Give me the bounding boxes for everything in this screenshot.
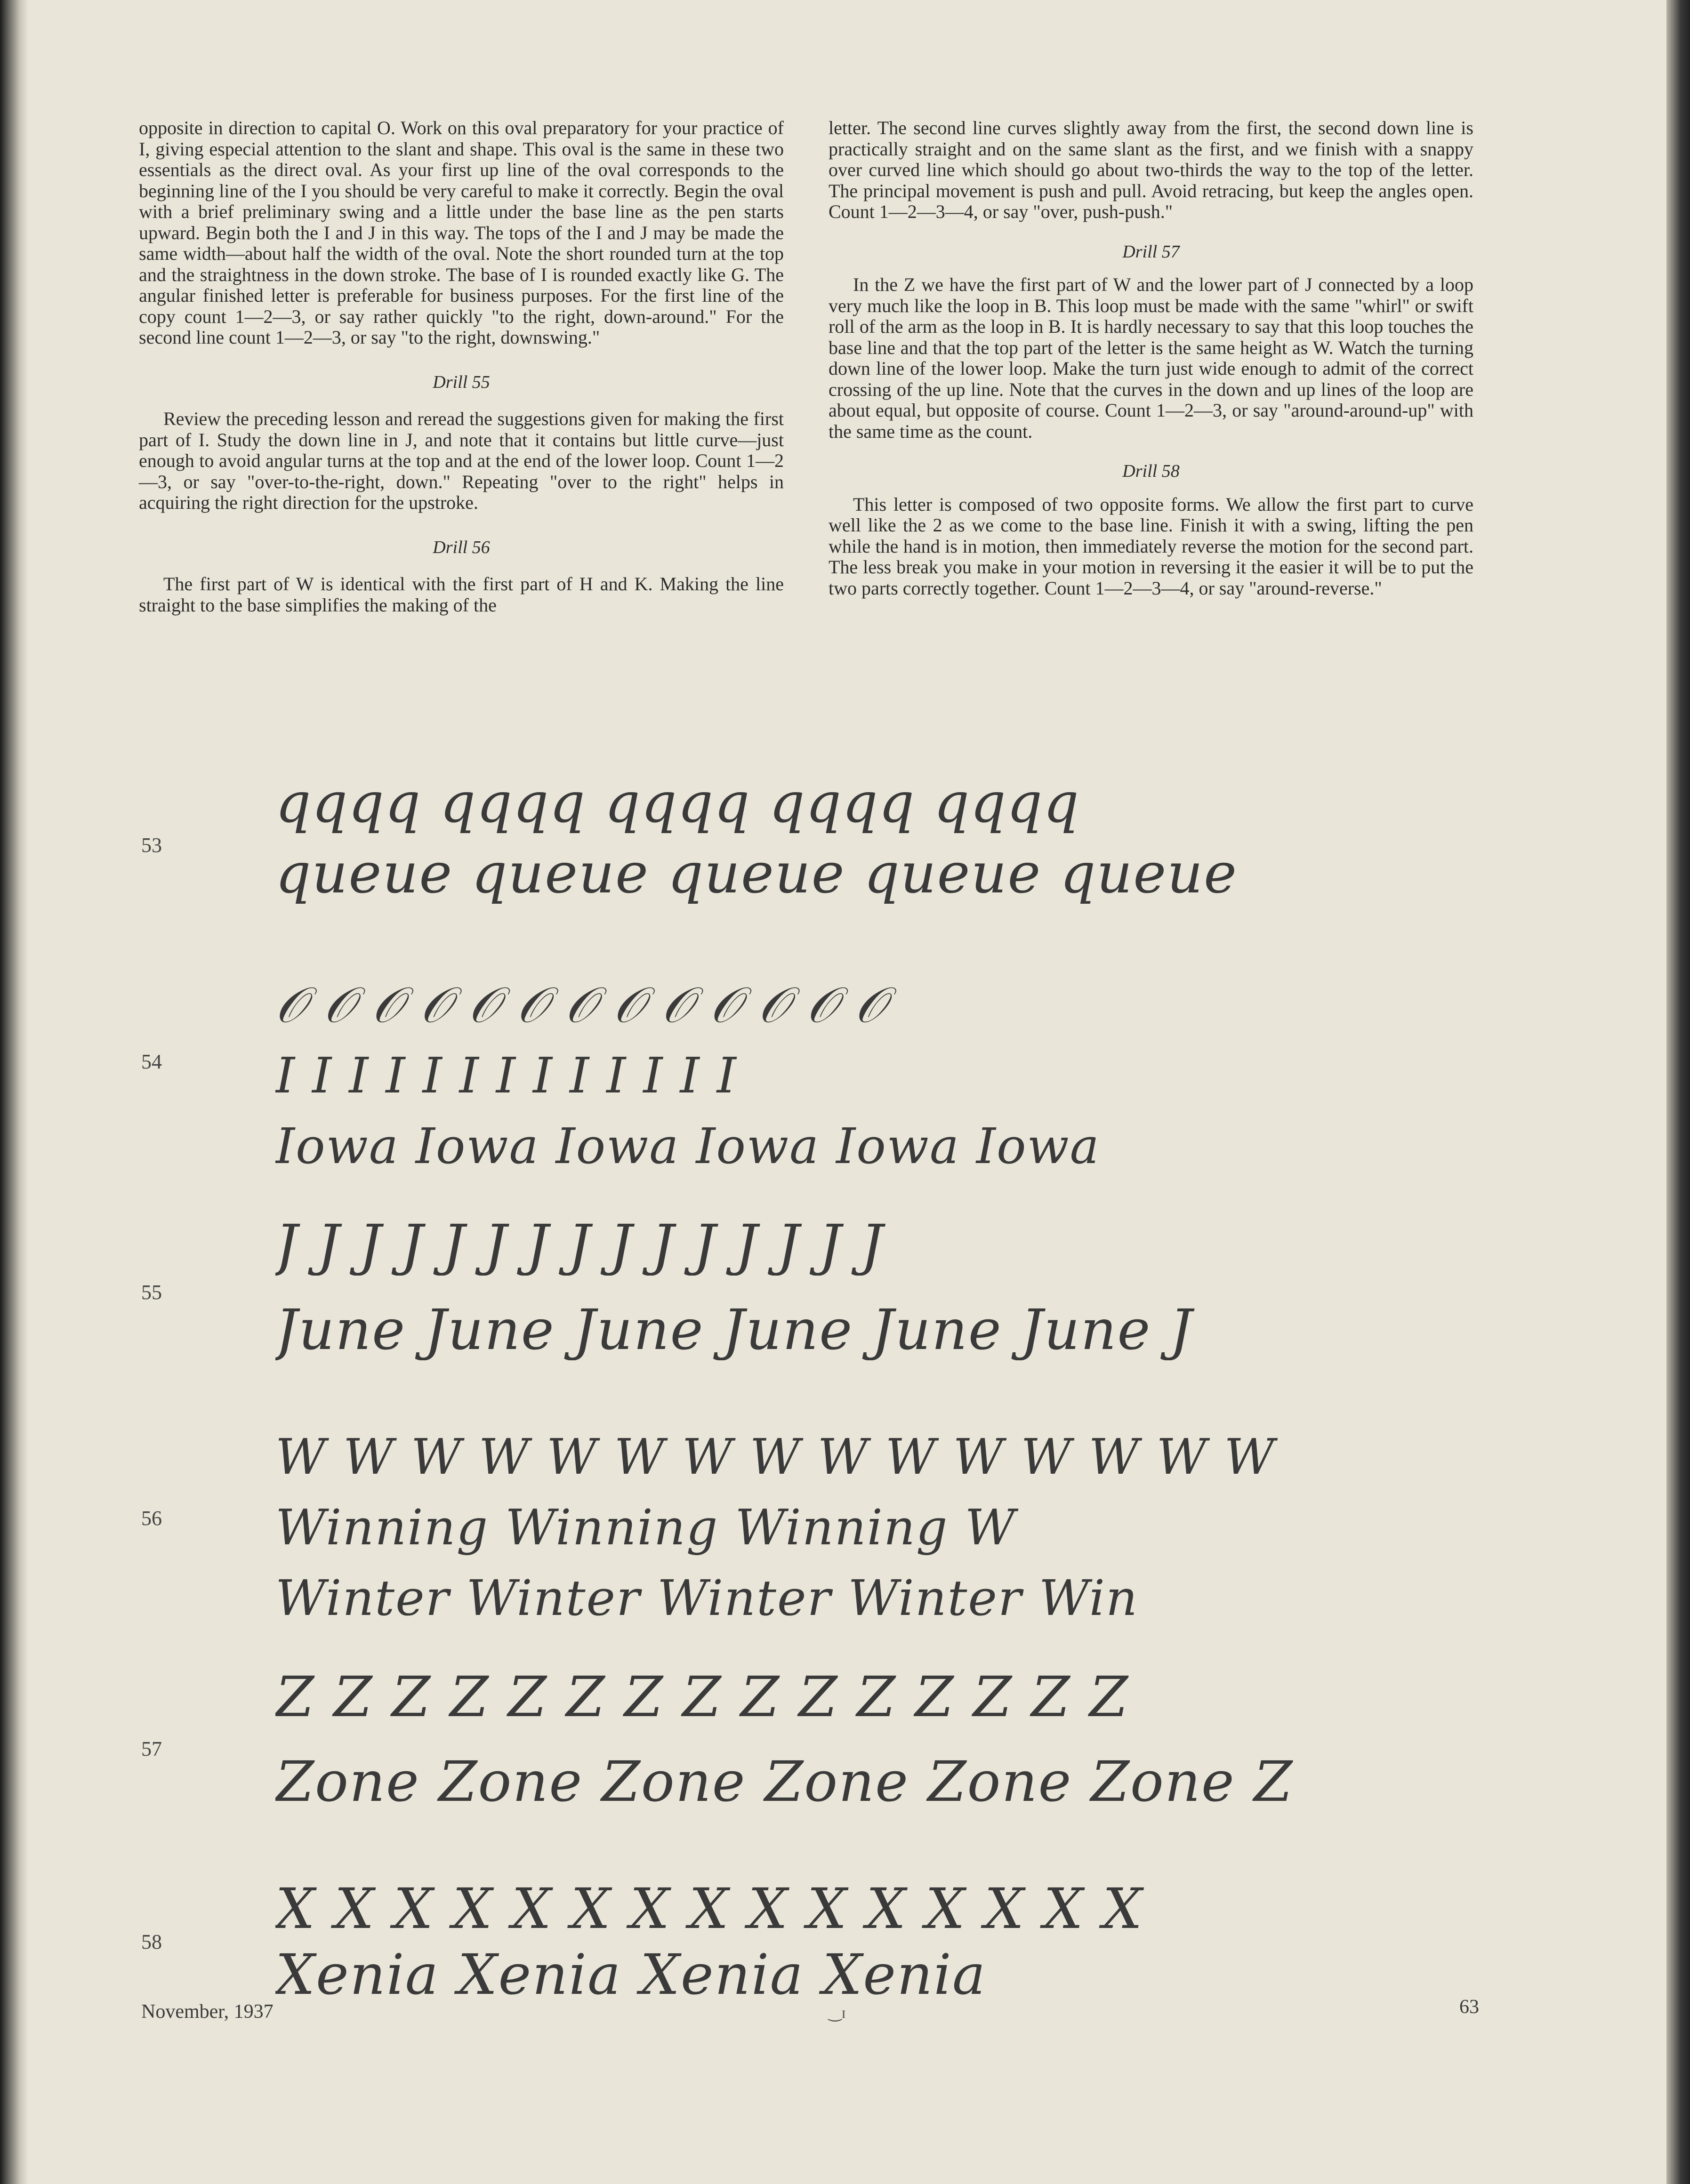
page-edge (1666, 0, 1690, 2184)
script-copy-line: I I I I I I I I I I I I I (275, 1047, 737, 1104)
right-text-column (829, 118, 1473, 599)
script-copy-line: Iowa Iowa Iowa Iowa Iowa Iowa (275, 1117, 1100, 1175)
script-copy-line: queue queue queue queue queue (275, 843, 1238, 904)
page-number: 63 (1459, 1996, 1479, 2018)
row-number: 56 (141, 1507, 162, 1530)
footer-date: November, 1937 (141, 2001, 274, 2023)
script-copy-line: Winter Winter Winter Winter Win (275, 1569, 1138, 1627)
paragraph: opposite in direction to capital O. Work on this oval preparatory for your practice of I, giving especial attention to the slant and shape. This oval is the same in these two essentials as the direct oval. As your first up line of the oval corresponds to the beginning line of the I you should be very careful to make it correctly. Begin the oval with a brief preliminary swing and a little under the base line as the pen starts upward. Begin both the I and J in this way. The tops of the I and J may be made the same width—about half the width of the oval. Note the short rounded turn at the top and the straightness in the down stroke. The base of I is rounded exactly like G. The angular finished letter is preferable for business purposes. For the first line of the copy count 1—2—3, or say rather quickly "to the right, down-around." For the second line count 1—2—3, or say "to the right, downswing." (139, 117, 784, 348)
script-copy-line: qqqq qqqq qqqq qqqq qqqq (275, 772, 1080, 833)
row-number: 53 (141, 834, 162, 857)
script-copy-line: W W W W W W W W W W W W W W W (275, 1428, 1276, 1485)
paragraph: In the Z we have the first part of W and the lower part of J connected by a loop very much like the loop in B. This loop must be made with the same "whirl" or swift roll of the arm as the loop in B. It is hardly necessary to say that this loop touches the base line and that the top part of the letter is the same height as W. Watch the turning down line of the lower loop. Make the turn just wide enough to admit of the correct crossing of the up line. Note that the curves in the down and up lines of the loop are about equal, but opposite of course. Count 1—2—3, or say "around-around-up" with the same time as the count. (829, 274, 1473, 442)
script-copy-line: 𝒪 𝒪 𝒪 𝒪 𝒪 𝒪 𝒪 𝒪 𝒪 𝒪 𝒪 𝒪 𝒪 (275, 976, 887, 1034)
drill-heading: Drill 55 (433, 372, 490, 392)
script-copy-line: J J J J J J J J J J J J J J J (275, 1214, 884, 1276)
paragraph: This letter is composed of two opposite forms. We allow the first part to curve well like the 2 as we come to the base line. Finish it with a swing, lifting the pen while the hand is in motion, then immediately reverse the motion for the second part. The less break you make in your motion in reversing it the easier it will be to put the two parts correctly together. Count 1—2—3—4, or say "around-reverse." (829, 493, 1473, 599)
script-copy-line: Winning Winning Winning W (275, 1499, 1016, 1556)
drill-heading: Drill 58 (1122, 461, 1180, 481)
row-number: 54 (141, 1050, 162, 1073)
script-copy-line: X X X X X X X X X X X X X X X (275, 1878, 1143, 1939)
footer-mark: ‿ɪ (829, 2004, 846, 2022)
paragraph: The first part of W is identical with the first part of H and K. Making the line straight to the base simplifies the making of the (139, 573, 784, 616)
script-copy-line: June June June June June June J (275, 1299, 1193, 1360)
paragraph: Review the preceding lesson and reread the suggestions given for making the first part of I. Study the down line in J, and note that it contains but little curve—just enough to avoid angular turns at the top and at the end of the lower loop. Count 1—2—3, or say "over-to-the-right, down." Repeating "over to the right" helps in acquiring the right direction for the upstroke. (139, 408, 784, 513)
drill-heading: Drill 56 (433, 537, 490, 557)
script-copy-line: Zone Zone Zone Zone Zone Zone Z (275, 1751, 1294, 1812)
drill-heading: Drill 57 (1122, 241, 1180, 262)
row-number: 55 (141, 1281, 162, 1304)
left-text-column (139, 118, 784, 616)
script-copy-line: Xenia Xenia Xenia Xenia (275, 1944, 987, 2005)
paragraph: letter. The second line curves slightly away from the first, the second down line is practically straight and on the same slant as the first, and we finish with a snappy over curved line which should go about two-thirds the way to the top of the letter. The principal movement is push and pull. Avoid retracing, but keep the angles open. Count 1—2—3—4, or say "over, push-push." (829, 117, 1473, 222)
row-number: 57 (141, 1737, 162, 1760)
row-number: 58 (141, 1930, 162, 1953)
script-copy-line: Z Z Z Z Z Z Z Z Z Z Z Z Z Z Z (275, 1666, 1129, 1727)
book-spine (0, 0, 28, 2184)
